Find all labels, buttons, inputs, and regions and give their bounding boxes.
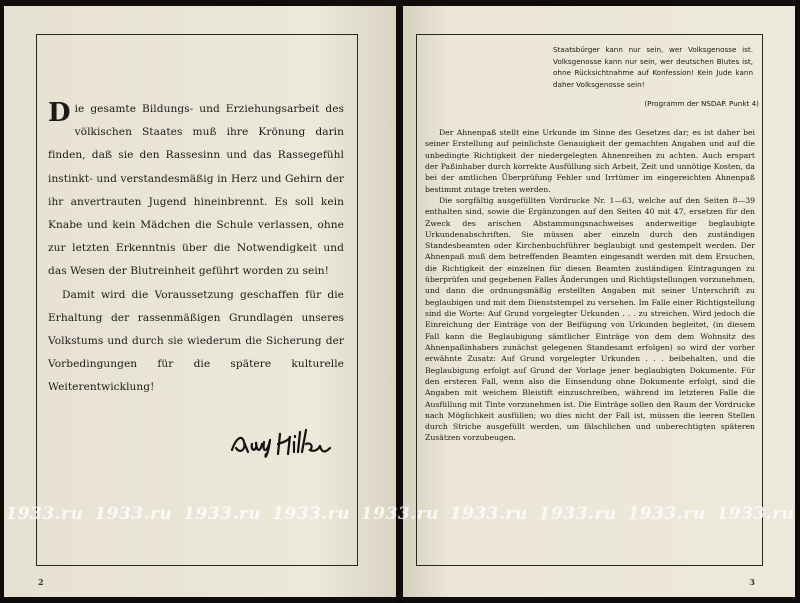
page-number-right: 3	[749, 577, 755, 587]
left-page	[4, 6, 396, 597]
book-gutter	[396, 0, 403, 603]
watermark-text: 1933.ru	[627, 504, 706, 524]
watermark-text: 1933.ru	[360, 504, 439, 524]
watermark-text: 1933.ru	[272, 504, 351, 524]
page-number-left: 2	[38, 577, 44, 587]
watermark-text: 1933.ru	[538, 504, 617, 524]
right-paragraph-1: Der Ahnenpaß stellt eine Urkunde im Sinne des Gesetzes dar; es ist daher bei seiner Erstellung auf peinlichste Genauigkeit der gemachten Angaben und auf die unbedingte Richtigkeit der niedergelegten Ahnenreihen zu achten. Auch erspart der Paßinhaber durch korrekte Ausfüllung sich Arbeit, Zeit und unnötige Kosten, da bei der amtlichen Überprüfung Fehler und Irrtümer im eingereichten Ahnenpaß bestimmt zutage treten werden.	[425, 128, 755, 194]
program-citation: (Programm der NSDAP. Punkt 4)	[644, 99, 759, 108]
left-paragraph-1-text: ie gesamte Bildungs- und Erziehungsarbeit des völkischen Staates muß ihre Krönung darin finden, daß sie den Rassesinn und das Rassegefühl instinkt- und verstandesmäßig in Herz und Gehirn der ihr anvertrauten Jugend hineinbrennt. Es soll kein Knabe und kein Mädchen die Schule verlassen, ohne zur letzten Erkenntnis über die Notwendigkeit und das Wesen der Blutreinheit geführt worden zu sein!	[48, 103, 344, 278]
drop-cap: D	[48, 98, 71, 128]
watermark-text: 1933.ru	[449, 504, 528, 524]
watermark-text: 1933.ru	[94, 504, 173, 524]
right-paragraph-2: Die sorgfältig ausgefüllten Vordrucke Nr. 1—63, welche auf den Seiten 8—39 enthalten sind, sowie die Ergänzungen auf den Seiten 40 mit 47, ersetzen für den Zweck des arischen Abstammungsnachweises anderweitige beglaubigte Urkundenabschriften. Sie müssen aber einzeln durch den zuständigen Standesbeamten oder Kirchenbuchführer beglaubigt und gestempelt werden. Der Ahnenpaß muß dem betreffenden Beamten eingesandt werden mit dem Ersuchen, die Richtigkeit der einzelnen für diesen Beamten zuständigen Eintragungen zu überprüfen und gegebenen Falles Änderungen und Richtigstellungen vorzunehmen, und dann die ordnungsmäßig erstellten Angaben mit seiner Unterschrift zu beglaubigen und mit dem Dienststempel zu versehen. Im Falle einer Richtigstellung sind die Worte: Auf Grund vorgelegter Urkunden . . . zu streichen. Wird jedoch die Einreichung der Einträge von der Beifügung von Urkunden begleitet, (in diesem Fall kann die Beglaubigung sämtlicher Einträge von dem dem Wohnsitz des Ahnenpaßinhabers zunächst gelegenen Standesamt erfolgen) so wird der vorher erwähnte Zusatz: Auf Grund vorgelegter Urkunden . . . beibehalten, und die Beglaubigung erfolgt auf Grund der Vorlage jener beglaubigten Dokumente. Für den ersteren Fall, wenn also die Einsendung ohne Dokumente erfolgt, sind die Angaben mit weichem Bleistift einzuschreiben, während im letzteren Falle die Ausfüllung mit Tinte vorzunehmen ist. Die Einträge sollen den Raum der Vordrucke nach Möglichkeit ausfüllen; wo dies nicht der Fall ist, müssen die leeren Stellen durch Striche ausgefüllt werden, um fälschlichen und unberechtigten späteren Zusätzen vorzubeugen.	[425, 195, 755, 443]
watermark-text: 1933.ru	[5, 504, 84, 524]
signature-graphic	[226, 424, 336, 464]
signature	[226, 424, 336, 468]
left-paragraph-2: Damit wird die Voraussetzung geschaffen für die Erhaltung der rassenmäßigen Grundlagen unseres Volkstums und durch sie wiederum die Sicherung der Vorbedingungen für die spätere kulturelle Weiterentwicklung!	[48, 288, 344, 394]
party-program-quote: Staatsbürger kann nur sein, wer Volksgenosse ist. Volksgenosse kann nur sein, wer deutschen Blutes ist, ohne Rücksichtnahme auf Konfession! Kein Jude kann daher Volksgenosse sein!	[553, 45, 753, 89]
watermark-text: 1933.ru	[716, 504, 795, 524]
right-page-text	[425, 127, 755, 444]
right-page	[403, 6, 795, 597]
watermark-text: 1933.ru	[183, 504, 262, 524]
left-page-text	[48, 98, 344, 400]
left-paragraph-1	[48, 98, 344, 284]
